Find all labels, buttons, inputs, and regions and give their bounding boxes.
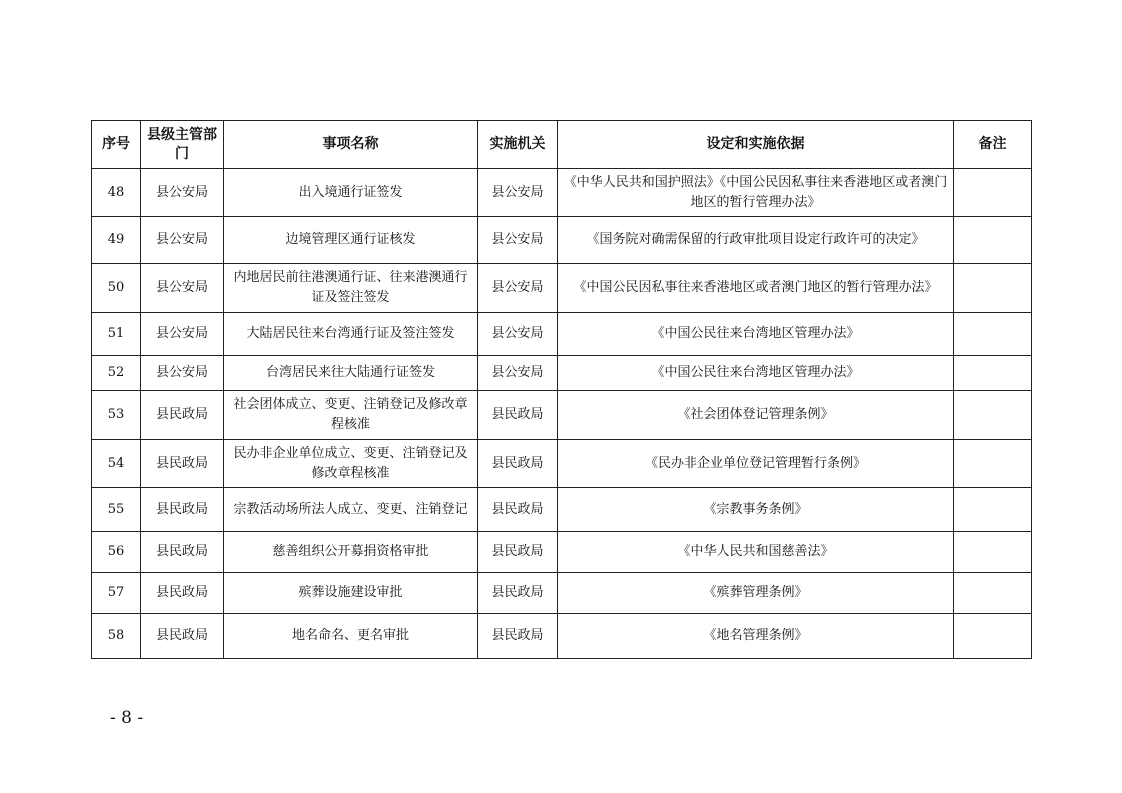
cell-dept: 县民政局 bbox=[141, 488, 224, 532]
cell-no: 51 bbox=[92, 313, 141, 356]
table-row bbox=[92, 573, 1032, 614]
table-row bbox=[92, 391, 1032, 440]
cell-agency: 县民政局 bbox=[478, 532, 558, 573]
cell-basis: 《中国公民因私事往来香港地区或者澳门地区的暂行管理办法》 bbox=[558, 264, 954, 313]
cell-basis: 《社会团体登记管理条例》 bbox=[558, 391, 954, 440]
cell-note bbox=[954, 217, 1032, 264]
cell-basis: 《国务院对确需保留的行政审批项目设定行政许可的决定》 bbox=[558, 217, 954, 264]
cell-note bbox=[954, 264, 1032, 313]
page-number: - 8 - bbox=[110, 708, 144, 728]
cell-agency: 县公安局 bbox=[478, 169, 558, 217]
table-row bbox=[92, 440, 1032, 488]
cell-item: 社会团体成立、变更、注销登记及修改章程核准 bbox=[224, 391, 478, 440]
header-item: 事项名称 bbox=[224, 121, 478, 169]
cell-no: 57 bbox=[92, 573, 141, 614]
table-row bbox=[92, 313, 1032, 356]
cell-agency: 县民政局 bbox=[478, 488, 558, 532]
cell-dept: 县公安局 bbox=[141, 313, 224, 356]
cell-dept: 县民政局 bbox=[141, 532, 224, 573]
cell-agency: 县公安局 bbox=[478, 356, 558, 391]
cell-dept: 县公安局 bbox=[141, 264, 224, 313]
cell-dept: 县民政局 bbox=[141, 440, 224, 488]
cell-dept: 县公安局 bbox=[141, 356, 224, 391]
cell-dept: 县公安局 bbox=[141, 217, 224, 264]
cell-item: 殡葬设施建设审批 bbox=[224, 573, 478, 614]
cell-item: 出入境通行证签发 bbox=[224, 169, 478, 217]
cell-item: 边境管理区通行证核发 bbox=[224, 217, 478, 264]
cell-no: 50 bbox=[92, 264, 141, 313]
cell-agency: 县民政局 bbox=[478, 614, 558, 659]
table-row bbox=[92, 217, 1032, 264]
cell-dept: 县民政局 bbox=[141, 614, 224, 659]
cell-agency: 县民政局 bbox=[478, 573, 558, 614]
header-note: 备注 bbox=[954, 121, 1032, 169]
cell-item: 慈善组织公开募捐资格审批 bbox=[224, 532, 478, 573]
cell-note bbox=[954, 573, 1032, 614]
cell-basis: 《殡葬管理条例》 bbox=[558, 573, 954, 614]
cell-dept: 县民政局 bbox=[141, 391, 224, 440]
cell-note bbox=[954, 614, 1032, 659]
header-no: 序号 bbox=[92, 121, 141, 169]
cell-note bbox=[954, 391, 1032, 440]
cell-note bbox=[954, 532, 1032, 573]
cell-item: 民办非企业单位成立、变更、注销登记及修改章程核准 bbox=[224, 440, 478, 488]
cell-no: 55 bbox=[92, 488, 141, 532]
cell-item: 内地居民前往港澳通行证、往来港澳通行证及签注签发 bbox=[224, 264, 478, 313]
cell-basis: 《民办非企业单位登记管理暂行条例》 bbox=[558, 440, 954, 488]
cell-note bbox=[954, 356, 1032, 391]
cell-item: 宗教活动场所法人成立、变更、注销登记 bbox=[224, 488, 478, 532]
cell-agency: 县公安局 bbox=[478, 264, 558, 313]
cell-no: 54 bbox=[92, 440, 141, 488]
cell-agency: 县民政局 bbox=[478, 391, 558, 440]
cell-no: 49 bbox=[92, 217, 141, 264]
cell-no: 56 bbox=[92, 532, 141, 573]
table-row bbox=[92, 264, 1032, 313]
cell-agency: 县公安局 bbox=[478, 313, 558, 356]
table-row bbox=[92, 532, 1032, 573]
cell-dept: 县民政局 bbox=[141, 573, 224, 614]
cell-basis: 《宗教事务条例》 bbox=[558, 488, 954, 532]
cell-item: 台湾居民来往大陆通行证签发 bbox=[224, 356, 478, 391]
header-dept: 县级主管部门 bbox=[141, 121, 224, 169]
cell-basis: 《中华人民共和国慈善法》 bbox=[558, 532, 954, 573]
cell-agency: 县民政局 bbox=[478, 440, 558, 488]
table-row bbox=[92, 356, 1032, 391]
cell-no: 53 bbox=[92, 391, 141, 440]
header-basis: 设定和实施依据 bbox=[558, 121, 954, 169]
table-row bbox=[92, 169, 1032, 217]
cell-item: 地名命名、更名审批 bbox=[224, 614, 478, 659]
cell-agency: 县公安局 bbox=[478, 217, 558, 264]
cell-note bbox=[954, 313, 1032, 356]
table-row bbox=[92, 488, 1032, 532]
cell-dept: 县公安局 bbox=[141, 169, 224, 217]
approval-items-table bbox=[91, 120, 1032, 659]
cell-no: 52 bbox=[92, 356, 141, 391]
cell-note bbox=[954, 440, 1032, 488]
cell-basis: 《中国公民往来台湾地区管理办法》 bbox=[558, 356, 954, 391]
cell-no: 48 bbox=[92, 169, 141, 217]
cell-basis: 《中华人民共和国护照法》《中国公民因私事往来香港地区或者澳门地区的暂行管理办法》 bbox=[558, 169, 954, 217]
cell-item: 大陆居民往来台湾通行证及签注签发 bbox=[224, 313, 478, 356]
table-header-row bbox=[92, 121, 1032, 169]
table-row bbox=[92, 614, 1032, 659]
cell-no: 58 bbox=[92, 614, 141, 659]
cell-note bbox=[954, 488, 1032, 532]
cell-basis: 《中国公民往来台湾地区管理办法》 bbox=[558, 313, 954, 356]
header-agency: 实施机关 bbox=[478, 121, 558, 169]
cell-note bbox=[954, 169, 1032, 217]
cell-basis: 《地名管理条例》 bbox=[558, 614, 954, 659]
